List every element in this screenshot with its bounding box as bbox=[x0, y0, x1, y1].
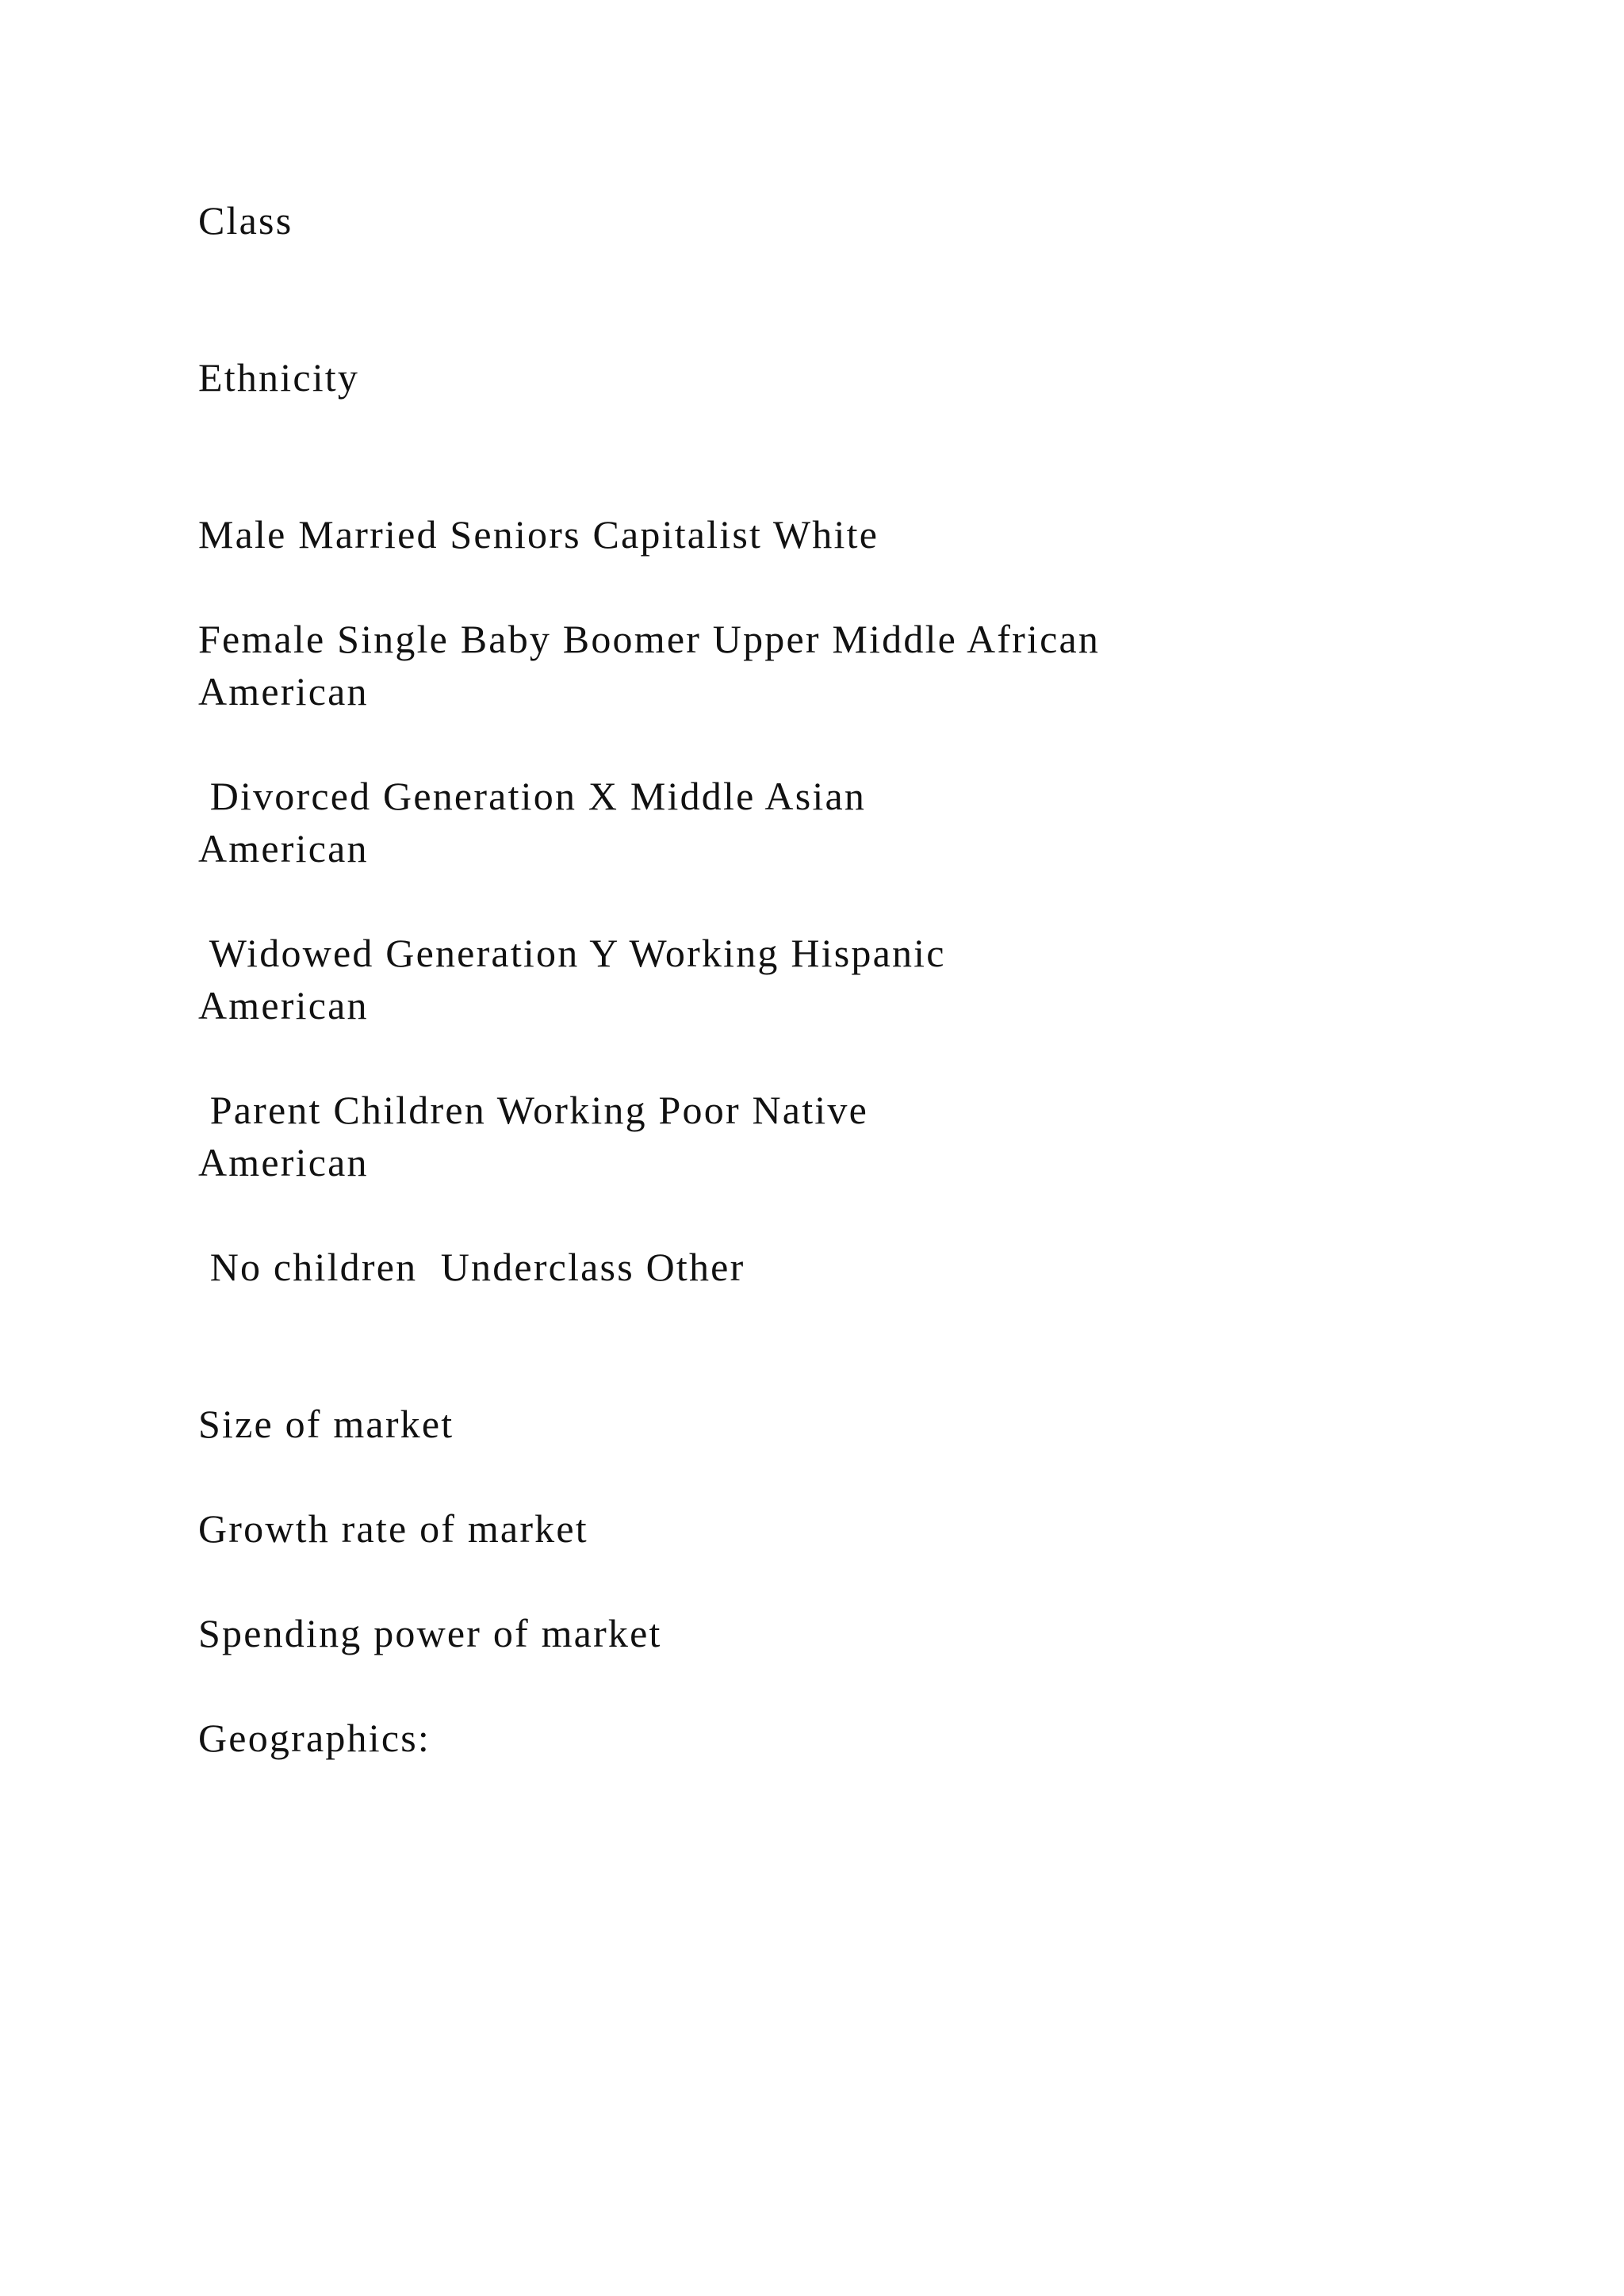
heading-class: Class bbox=[198, 198, 293, 243]
segment-row-2-continuation: American bbox=[198, 669, 369, 714]
segment-row-3-continuation: American bbox=[198, 826, 369, 871]
market-item-geographics: Geographics: bbox=[198, 1716, 431, 1760]
market-item-size: Size of market bbox=[198, 1402, 454, 1446]
segment-row-5-continuation: American bbox=[198, 1140, 369, 1184]
segment-row-5: Parent Children Working Poor Native bbox=[198, 1088, 868, 1132]
segment-row-4: Widowed Generation Y Working Hispanic bbox=[198, 931, 946, 975]
segment-row-2: Female Single Baby Boomer Upper Middle African bbox=[198, 617, 1101, 661]
segment-row-3: Divorced Generation X Middle Asian bbox=[198, 774, 867, 818]
segment-row-6: No children Underclass Other bbox=[198, 1245, 745, 1289]
segment-row-4-continuation: American bbox=[198, 983, 369, 1027]
heading-ethnicity: Ethnicity bbox=[198, 355, 360, 400]
market-item-growth-rate: Growth rate of market bbox=[198, 1506, 588, 1551]
segment-row-1: Male Married Seniors Capitalist White bbox=[198, 512, 879, 557]
market-item-spending-power: Spending power of market bbox=[198, 1611, 662, 1655]
